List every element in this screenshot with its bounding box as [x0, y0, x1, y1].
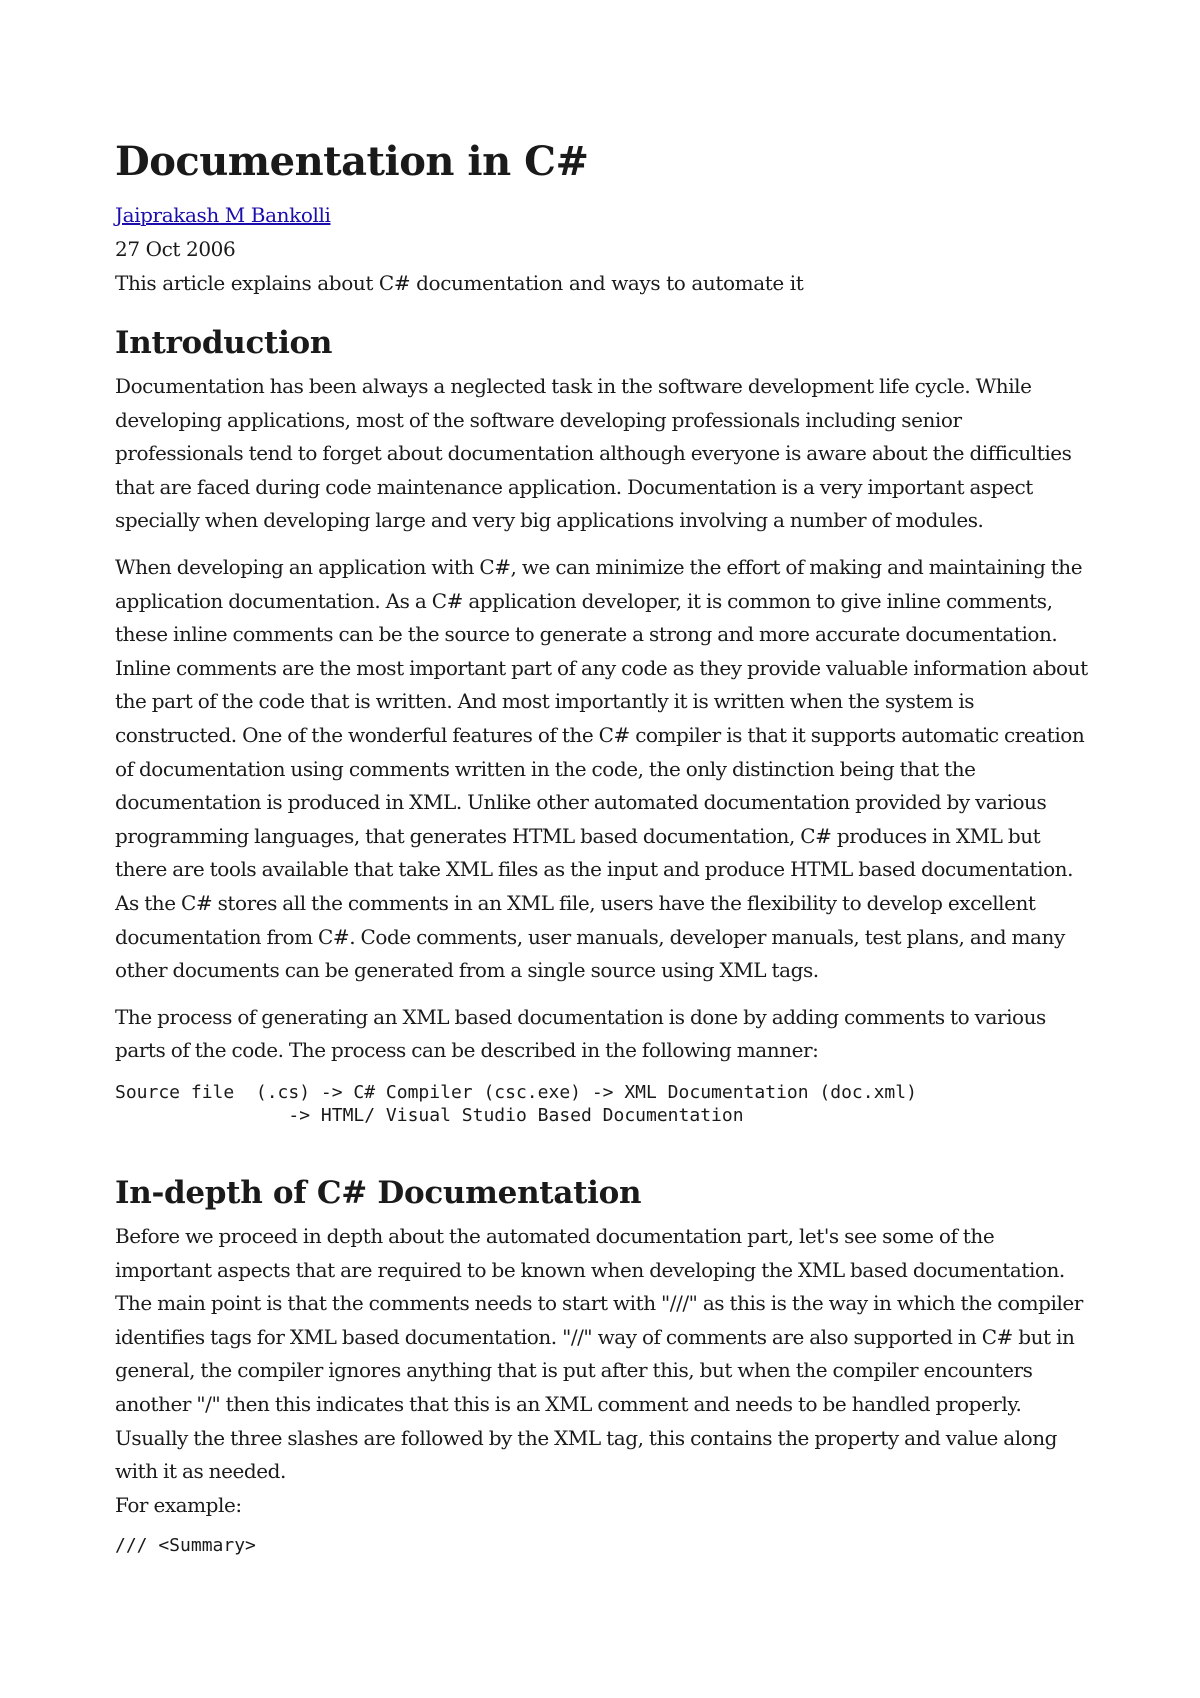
- intro-paragraph-3: The process of generating an XML based documentation is done by adding comments to various parts of the code. The process can be described in the following manner:: [115, 1004, 1046, 1063]
- process-flow-code: Source file (.cs) -> C# Compiler (csc.exe) -> XML Documentation (doc.xml) -> HTML/ Visual Studio Based Documentation: [115, 1081, 917, 1127]
- author-line: [115, 198, 1095, 232]
- article: [115, 140, 1095, 1558]
- author-link[interactable]: Jaiprakash M Bankolli: [115, 203, 331, 227]
- intro-paragraph-1: Documentation has been always a neglected task in the software development life cycle. While developing applications, most of the software developing professionals including senior professionals tend to forget about documentation although everyone is aware about the difficulties that are faced during code maintenance application. Documentation is a very important aspect specially when developing large and very big applications involving a number of modules.: [115, 374, 1072, 533]
- article-summary: This article explains about C# documentation and ways to automate it: [115, 271, 804, 295]
- page-title: Documentation in C#: [115, 138, 589, 185]
- intro-paragraph-2: When developing an application with C#, we can minimize the effort of making and maintaining the application documentation. As a C# application developer, it is common to give inline comments, these inline comments can be the source to generate a strong and more accurate documentation. Inline comments are the most important part of any code as they provide valuable information about the part of the code that is written. And most importantly it is written when the system is constructed. One of the wonderful features of the C# compiler is that it supports automatic creation of documentation using comments written in the code, the only distinction being that the documentation is produced in XML. Unlike other automated documentation provided by various programming languages, that generates HTML based documentation, C# produces in XML but there are tools available that take XML files as the input and produce HTML based documentation. As the C# stores all the comments in an XML file, users have the flexibility to develop excellent documentation from C#. Code comments, user manuals, developer manuals, test plans, and many other documents can be generated from a single source using XML tags.: [115, 555, 1088, 983]
- indepth-paragraph: Before we proceed in depth about the automated documentation part, let's see some of the important aspects that are required to be known when developing the XML based documentation. The main point is that the comments needs to start with "///" as this is the way in which the compiler identifies tags for XML based documentation. "//" way of comments are also supported in C# but in general, the compiler ignores anything that is put after this, but when the compiler encounters another "/" then this indicates that this is an XML comment and needs to be handled properly. Usually the three slashes are followed by the XML tag, this contains the property and value along with it as needed.: [115, 1224, 1083, 1484]
- article-date: 27 Oct 2006: [115, 237, 236, 261]
- section-heading-indepth: In-depth of C# Documentation: [115, 1174, 642, 1211]
- section-heading-introduction: Introduction: [115, 325, 333, 361]
- example-code: /// <Summary>: [115, 1535, 256, 1557]
- example-label: For example:: [115, 1492, 242, 1517]
- section-introduction: [115, 326, 1095, 1128]
- section-indepth: [115, 1176, 1095, 1558]
